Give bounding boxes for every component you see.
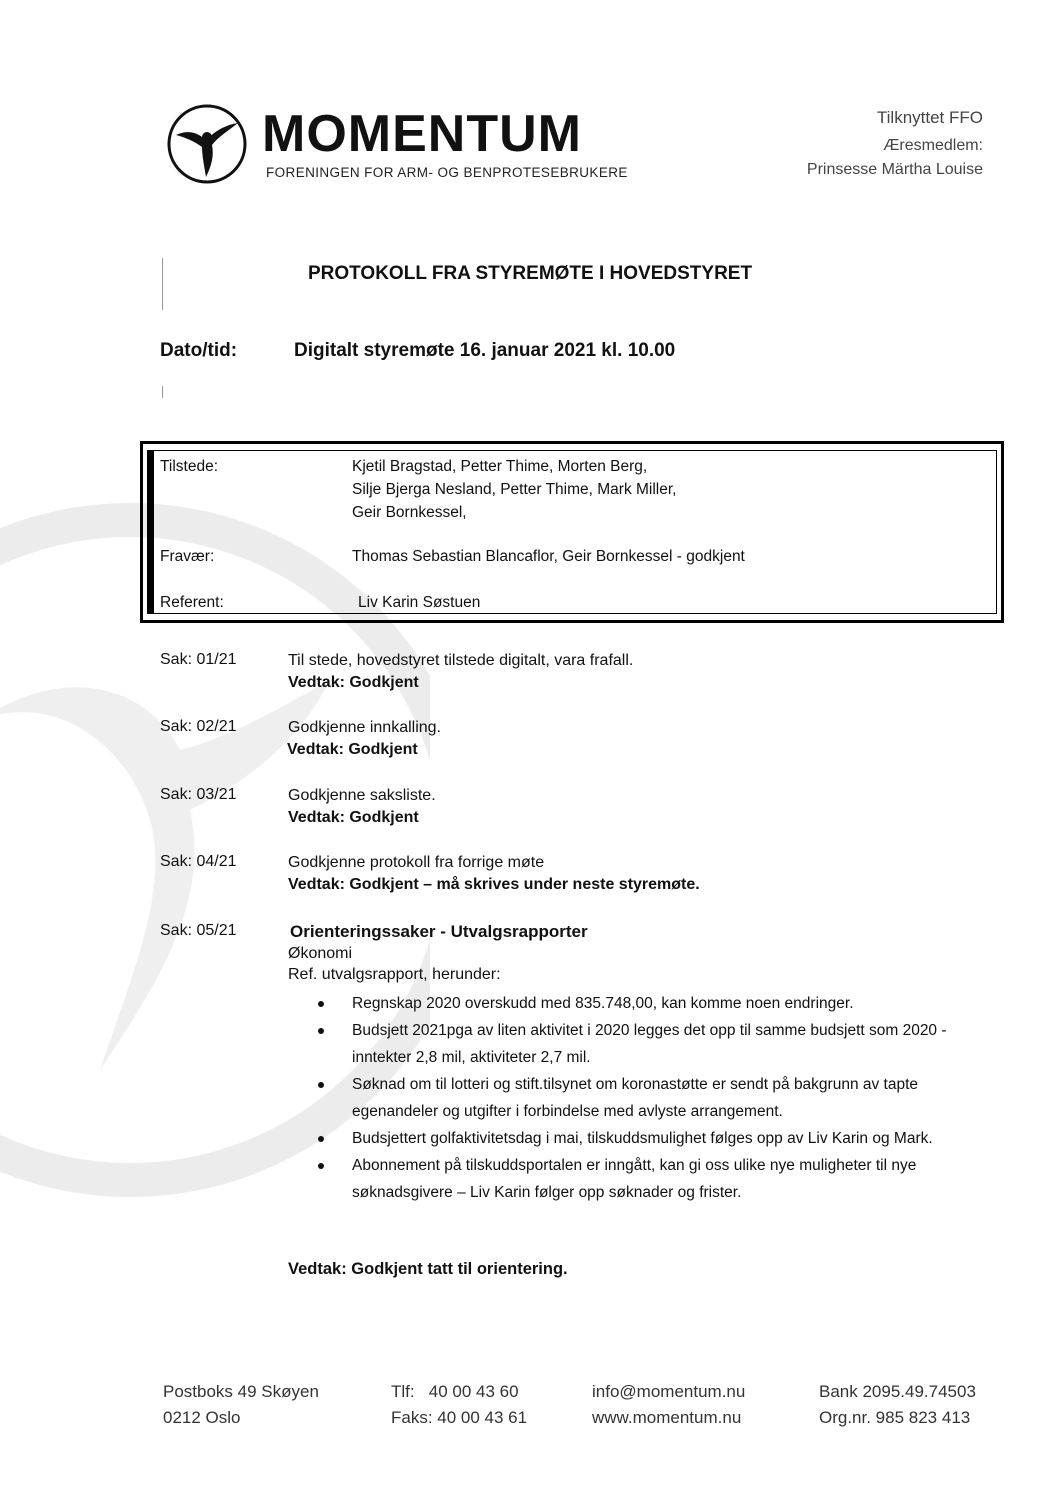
list-item: Budsjettert golfaktivitetsdag i mai, tilskuddsmulighet følges opp av Liv Karin og Mark. <box>316 1125 1006 1152</box>
honorary-label: Æresmedlem: <box>883 137 983 154</box>
agenda-item-decision: Vedtak: Godkjent – må skrives under neste styremøte. <box>288 876 700 893</box>
footer-bank: Bank 2095.49.74503 Org.nr. 985 823 413 <box>819 1382 976 1427</box>
agenda-item-text: Godkjenne saksliste. <box>288 787 436 804</box>
absent-value: Thomas Sebastian Blancaflor, Geir Bornkessel - godkjent <box>352 548 745 565</box>
footer-contact <box>592 1379 745 1431</box>
present-label: Tilstede: <box>160 458 219 475</box>
affiliation-block <box>807 106 983 182</box>
present-line: Silje Bjerga Nesland, Petter Thime, Mark Miller, <box>352 481 677 498</box>
bullet-icon <box>318 1136 324 1142</box>
email-link[interactable]: info@momentum.nu <box>592 1382 746 1401</box>
referent-label: Referent: <box>160 594 224 611</box>
bullet-icon <box>318 1163 324 1169</box>
margin-marker <box>162 258 163 310</box>
agenda-item-label: Sak: 03/21 <box>160 786 237 803</box>
page-title: PROTOKOLL FRA STYREMØTE I HOVEDSTYRET <box>308 263 753 284</box>
agenda-item-subheading: Økonomi <box>288 945 353 962</box>
list-item: Søknad om til lotteri og stift.tilsynet om koronastøtte er sendt på bakgrunn av tapte egenandeler og utgifter i forbindelse med avlyste arrangement. <box>316 1071 1006 1125</box>
honorary-name: Prinsesse Märtha Louise <box>806 161 983 178</box>
agenda-item-label: Sak: 04/21 <box>160 853 237 870</box>
report-bullet-list <box>316 990 1006 1206</box>
agenda-item-text: Til stede, hovedstyret tilstede digitalt, vara frafall. <box>288 652 634 669</box>
absent-label: Fravær: <box>160 548 215 565</box>
agenda-item-text: Godkjenne innkalling. <box>288 719 441 736</box>
agenda-item-label: Sak: 01/21 <box>160 651 237 668</box>
present-line: Geir Bornkessel, <box>352 504 467 521</box>
agenda-item-label: Sak: 02/21 <box>160 718 237 735</box>
list-item: Budsjett 2021pga av liten aktivitet i 2020 legges det opp til samme budsjett som 2020 - inntekter 2,8 mil, aktiviteter 2,7 mil. <box>316 1017 1006 1071</box>
agenda-item-text: Godkjenne protokoll fra forrige møte <box>288 854 545 871</box>
date-value: Digitalt styremøte 16. januar 2021 kl. 10.00 <box>294 340 676 361</box>
agenda-item-decision: Vedtak: Godkjent tatt til orientering. <box>288 1260 568 1278</box>
bullet-icon <box>318 1028 324 1034</box>
footer-phone: Tlf: 40 00 43 60 Faks: 40 00 43 61 <box>391 1382 528 1427</box>
agenda-item-decision: Vedtak: Godkjent <box>288 674 419 691</box>
logo-wordmark: MOMENTUM <box>262 105 582 163</box>
agenda-item-subheading: Ref. utvalgsrapport, herunder: <box>288 966 501 983</box>
date-label: Dato/tid: <box>160 340 238 361</box>
agenda-item-decision: Vedtak: Godkjent <box>287 741 418 758</box>
agenda-item-label: Sak: 05/21 <box>160 922 237 939</box>
momentum-logo-icon <box>166 103 248 185</box>
bullet-icon <box>318 1082 324 1088</box>
affiliation-text: Tilknyttet FFO <box>876 108 983 127</box>
referent-value: Liv Karin Søstuen <box>358 594 481 611</box>
footer-address: Postboks 49 Skøyen 0212 Oslo <box>163 1382 319 1427</box>
website-link[interactable]: www.momentum.nu <box>592 1408 742 1427</box>
present-line: Kjetil Bragstad, Petter Thime, Morten Berg, <box>352 458 648 475</box>
agenda-item-heading: Orienteringssaker - Utvalgsrapporter <box>290 922 588 941</box>
logo-tagline: FORENINGEN FOR ARM- OG BENPROTESEBRUKERE <box>266 165 628 180</box>
agenda-item-decision: Vedtak: Godkjent <box>288 809 419 826</box>
bullet-icon <box>318 1001 324 1007</box>
list-item: Regnskap 2020 overskudd med 835.748,00, kan komme noen endringer. <box>316 990 1006 1017</box>
list-item: Abonnement på tilskuddsportalen er inngått, kan gi oss ulike nye muligheter til nye søknadsgivere – Liv Karin følger opp søknader og frister. <box>316 1152 1006 1206</box>
margin-marker <box>162 386 163 398</box>
